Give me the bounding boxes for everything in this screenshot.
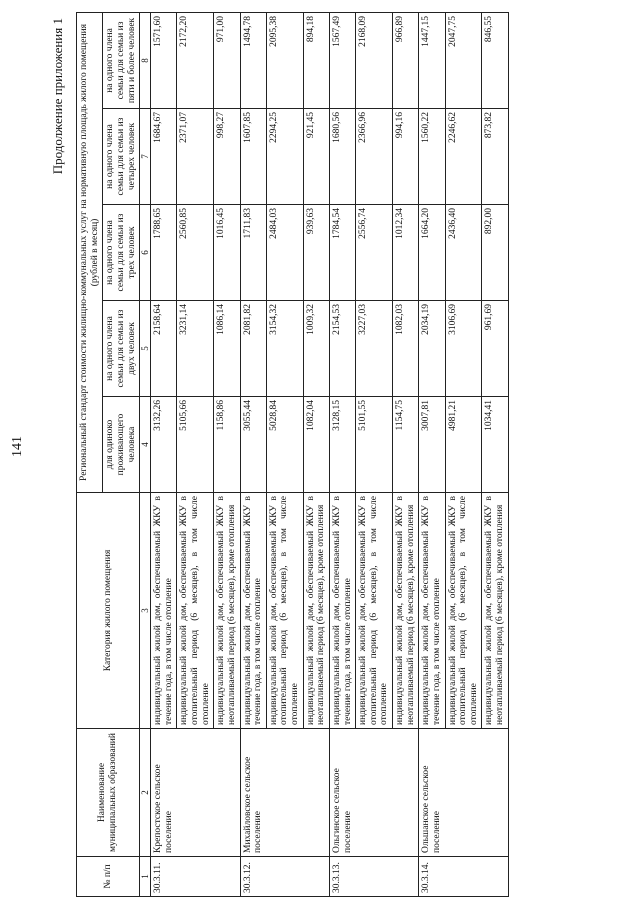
column-index-row <box>140 12 151 896</box>
column-index: 1 <box>140 857 151 897</box>
header-col7: на одного члена семьи для семьи из четырех человек <box>103 109 140 205</box>
value-cell: 1158,86 <box>214 397 240 493</box>
municipality-name: Ольшанское сельское поселение <box>419 729 508 857</box>
column-index: 7 <box>140 109 151 205</box>
value-cell: 3227,03 <box>356 301 393 397</box>
header-standard-group: Региональный стандарт стоимости жилищно-коммунальных услуг на нормативную площадь жилого помещения (рублей в месяц) <box>77 12 103 492</box>
value-cell: 894,18 <box>303 12 329 108</box>
value-cell: 1009,32 <box>303 301 329 397</box>
value-cell: 1447,15 <box>419 12 445 108</box>
row-number: 30.3.14. <box>419 857 508 897</box>
value-cell: 1082,03 <box>393 301 419 397</box>
housing-category: индивидуальный жилой дом, обеспечиваемый ЖКУ в неотапливаемый период (6 месяцев), кроме отопления <box>214 493 240 729</box>
housing-category: индивидуальный жилой дом, обеспечиваемый ЖКУ в течение года, в том числе отопление <box>329 493 355 729</box>
value-cell: 4981,21 <box>445 397 482 493</box>
value-cell: 2556,74 <box>356 205 393 301</box>
value-cell: 2172,20 <box>177 12 214 108</box>
value-cell: 1607,85 <box>240 109 266 205</box>
value-cell: 3132,26 <box>151 397 177 493</box>
value-cell: 2371,07 <box>177 109 214 205</box>
value-cell: 2436,40 <box>445 205 482 301</box>
column-index: 4 <box>140 397 151 493</box>
value-cell: 1788,65 <box>151 205 177 301</box>
table-row <box>329 12 355 896</box>
value-cell: 1567,49 <box>329 12 355 108</box>
housing-category: индивидуальный жилой дом, обеспечиваемый ЖКУ в отопительный период (6 месяцев), в том числе отопление <box>177 493 214 729</box>
page-number: 141 <box>10 436 25 457</box>
value-cell: 2294,25 <box>266 109 303 205</box>
value-cell: 994,16 <box>393 109 419 205</box>
value-cell: 1082,04 <box>303 397 329 493</box>
value-cell: 939,63 <box>303 205 329 301</box>
value-cell: 892,00 <box>482 205 508 301</box>
housing-category: индивидуальный жилой дом, обеспечиваемый ЖКУ в отопительный период (6 месяцев), в том числе отопление <box>356 493 393 729</box>
value-cell: 2168,09 <box>356 12 393 108</box>
value-cell: 3154,32 <box>266 301 303 397</box>
column-index: 5 <box>140 301 151 397</box>
table-row <box>240 12 266 896</box>
value-cell: 3106,69 <box>445 301 482 397</box>
header-col5: на одного члена семьи для семьи из двух человек <box>103 301 140 397</box>
value-cell: 971,00 <box>214 12 240 108</box>
value-cell: 2246,62 <box>445 109 482 205</box>
value-cell: 1012,34 <box>393 205 419 301</box>
column-index: 2 <box>140 729 151 857</box>
housing-category: индивидуальный жилой дом, обеспечиваемый ЖКУ в отопительный период (6 месяцев), в том числе отопление <box>266 493 303 729</box>
appendix-title: Продолжение приложения 1 <box>50 18 65 175</box>
value-cell: 5105,66 <box>177 397 214 493</box>
value-cell: 3007,81 <box>419 397 445 493</box>
header-col6: на одного члена семьи для семьи из трех человек <box>103 205 140 301</box>
row-number: 30.3.12. <box>240 857 329 897</box>
value-cell: 2560,85 <box>177 205 214 301</box>
value-cell: 2034,19 <box>419 301 445 397</box>
value-cell: 1571,60 <box>151 12 177 108</box>
housing-category: индивидуальный жилой дом, обеспечиваемый ЖКУ в течение года, в том числе отопление <box>151 493 177 729</box>
value-cell: 1154,75 <box>393 397 419 493</box>
value-cell: 2484,03 <box>266 205 303 301</box>
row-number: 30.3.13. <box>329 857 418 897</box>
value-cell: 2095,38 <box>266 12 303 108</box>
value-cell: 966,89 <box>393 12 419 108</box>
value-cell: 2158,64 <box>151 301 177 397</box>
value-cell: 3128,15 <box>329 397 355 493</box>
value-cell: 1494,78 <box>240 12 266 108</box>
value-cell: 3055,44 <box>240 397 266 493</box>
value-cell: 921,45 <box>303 109 329 205</box>
value-cell: 1034,41 <box>482 397 508 493</box>
municipality-name: Ольгинское сельское поселение <box>329 729 418 857</box>
housing-category: индивидуальный жилой дом, обеспечиваемый ЖКУ в течение года, в том числе отопление <box>419 493 445 729</box>
row-number: 30.3.11. <box>151 857 240 897</box>
value-cell: 1016,45 <box>214 205 240 301</box>
value-cell: 1711,83 <box>240 205 266 301</box>
municipality-name: Михайловское сельское поселение <box>240 729 329 857</box>
value-cell: 2081,82 <box>240 301 266 397</box>
column-index: 3 <box>140 493 151 729</box>
value-cell: 2047,75 <box>445 12 482 108</box>
header-municipality: Наименование муниципальных образований <box>77 729 140 857</box>
municipality-name: Крепостское сельское поселение <box>151 729 240 857</box>
table-row <box>151 12 177 896</box>
header-category: Категория жилого помещения <box>77 493 140 729</box>
housing-category: индивидуальный жилой дом, обеспечиваемый ЖКУ в отопительный период (6 месяцев), в том числе отопление <box>445 493 482 729</box>
header-col8: на одного члена семьи для семьи из пяти и более человек <box>103 12 140 108</box>
value-cell: 3231,14 <box>177 301 214 397</box>
tariff-table <box>76 12 509 897</box>
housing-category: индивидуальный жилой дом, обеспечиваемый ЖКУ в неотапливаемый период (6 месяцев), кроме отопления <box>482 493 508 729</box>
value-cell: 2154,53 <box>329 301 355 397</box>
header-no: № п/п <box>77 857 140 897</box>
column-index: 8 <box>140 12 151 108</box>
value-cell: 1086,14 <box>214 301 240 397</box>
value-cell: 2366,96 <box>356 109 393 205</box>
header-col4: для одиноко проживающего человека <box>103 397 140 493</box>
housing-category: индивидуальный жилой дом, обеспечиваемый ЖКУ в неотапливаемый период (6 месяцев), кроме отопления <box>303 493 329 729</box>
value-cell: 1664,20 <box>419 205 445 301</box>
value-cell: 846,55 <box>482 12 508 108</box>
housing-category: индивидуальный жилой дом, обеспечиваемый ЖКУ в неотапливаемый период (6 месяцев), кроме отопления <box>393 493 419 729</box>
value-cell: 998,27 <box>214 109 240 205</box>
value-cell: 1560,22 <box>419 109 445 205</box>
housing-category: индивидуальный жилой дом, обеспечиваемый ЖКУ в течение года, в том числе отопление <box>240 493 266 729</box>
value-cell: 5101,55 <box>356 397 393 493</box>
value-cell: 873,82 <box>482 109 508 205</box>
value-cell: 5028,84 <box>266 397 303 493</box>
value-cell: 961,69 <box>482 301 508 397</box>
value-cell: 1684,67 <box>151 109 177 205</box>
value-cell: 1784,54 <box>329 205 355 301</box>
table-row <box>419 12 445 896</box>
column-index: 6 <box>140 205 151 301</box>
value-cell: 1680,56 <box>329 109 355 205</box>
